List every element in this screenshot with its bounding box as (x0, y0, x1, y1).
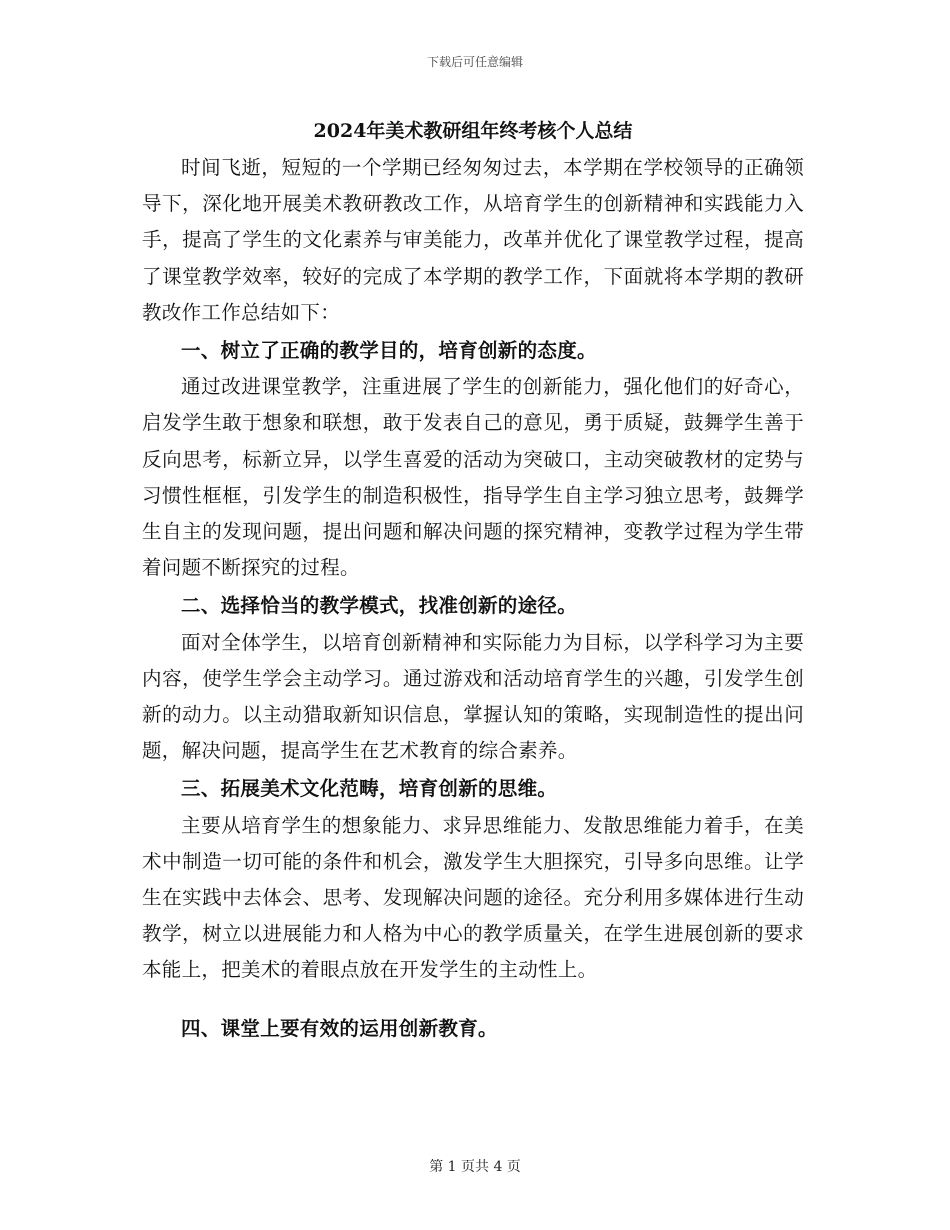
document-body (142, 112, 804, 1047)
paragraph-section-2: 面对全体学生，以培育创新精神和实际能力为目标，以学科学习为主要内容，使学生学会主动学习。通过游戏和活动培育学生的兴趣，引发学生创新的动力。以主动猎取新知识信息，掌握认知的策略，实现制造性的提出问题，解决问题，提高学生在艺术教育的综合素养。 (142, 630, 804, 763)
section-heading-3: 三、拓展美术文化范畴，培育创新的思维。 (181, 777, 558, 801)
section-heading-4: 四、课堂上要有效的运用创新教育。 (181, 1016, 498, 1040)
paragraph-section-1: 通过改进课堂教学，注重进展了学生的创新能力，强化他们的好奇心，启发学生敢于想象和联想，敢于发表自己的意见，勇于质疑，鼓舞学生善于反向思考，标新立异，以学生喜爱的活动为突破口，主动突破教材的定势与习惯性框框，引发学生的制造积极性，指导学生自主学习独立思考，鼓舞学生自主的发现问题，提出问题和解决问题的探究精神，变教学过程为学生带着问题不断探究的过程。 (142, 375, 804, 580)
section-heading-1: 一、树立了正确的教学目的，培育创新的态度。 (181, 339, 597, 363)
document-title: 2024年美术教研组年终考核个人总结 (313, 120, 633, 142)
paragraph-section-3: 主要从培育学生的想象能力、求异思维能力、发散思维能力着手，在美术中制造一切可能的条件和机会，激发学生大胆探究，引导多向思维。让学生在实践中去体会、思考、发现解决问题的途径。充分利用多媒体进行生动教学，树立以进展能力和人格为中心的教学质量关，在学生进展创新的要求本能上，把美术的着眼点放在开发学生的主动性上。 (142, 813, 804, 982)
page-footer: 第 1 页共 4 页 (429, 1159, 521, 1175)
page-header: 下载后可任意编辑 (426, 55, 523, 69)
paragraph-intro: 时间飞逝，短短的一个学期已经匆匆过去，本学期在学校领导的正确领导下，深化地开展美术教研教改工作，从培育学生的创新精神和实践能力入手，提高了学生的文化素养与审美能力，改革并优化了课堂教学过程，提高了课堂教学效率，较好的完成了本学期的教学工作，下面就将本学期的教研教改作工作总结如下： (142, 156, 804, 324)
section-heading-2: 二、选择恰当的教学模式，找准创新的途径。 (181, 594, 578, 618)
